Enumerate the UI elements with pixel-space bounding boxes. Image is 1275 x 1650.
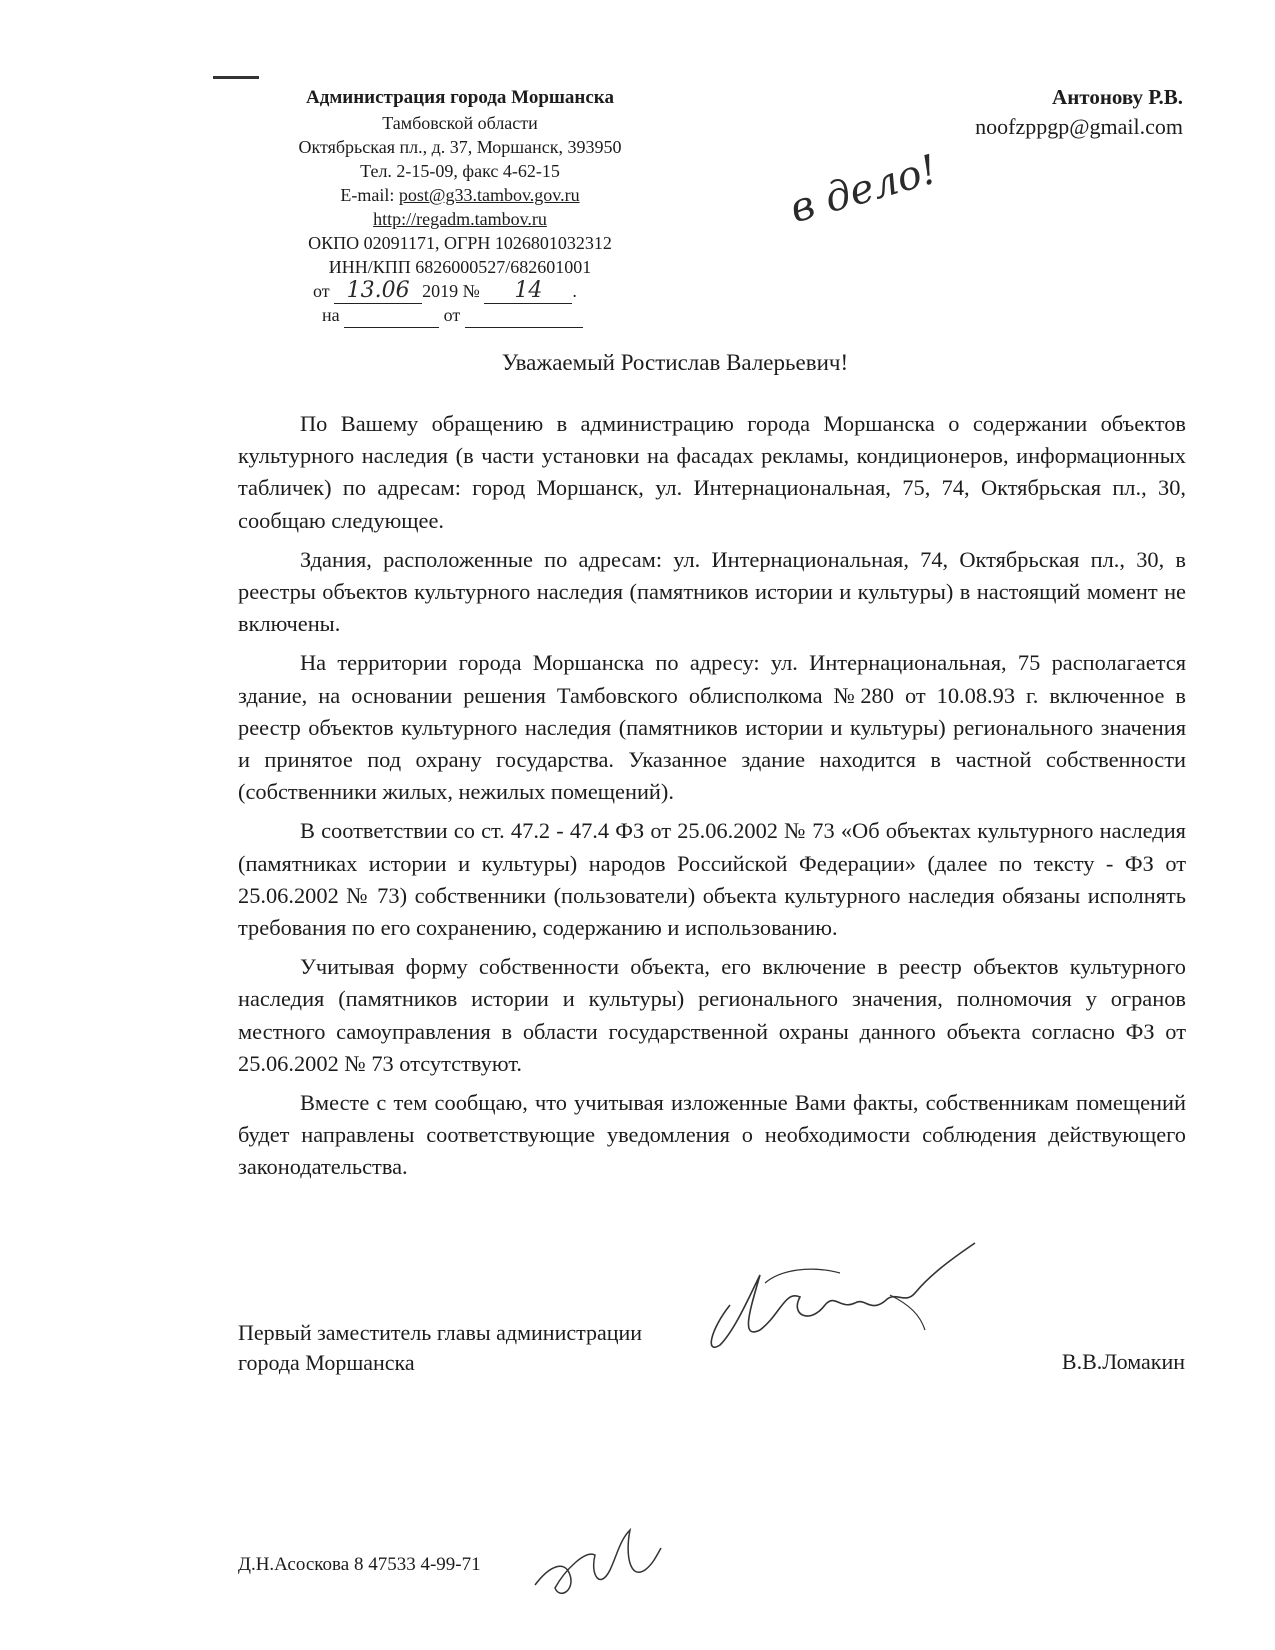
resolution-note: в дело! — [785, 146, 943, 233]
body-paragraph: Учитывая форму собственности объекта, его включение в реестр объектов культурного наследия (памятников истории и культуры) регионального значения, полномочия у огранов местного самоуправления в области государственной охраны данного объекта согласно ФЗ от 25.06.2002 № 73 отсутствуют. — [238, 954, 1186, 1076]
body-paragraph: Вместе с тем сообщаю, что учитывая изложенные Вами факты, собственникам помещений будет направлены соответствующие уведомления о необходимости соблюдения действующего законодательства. — [238, 1090, 1186, 1180]
signature-position-line2: города Моршанска — [238, 1350, 415, 1375]
sender-website-line — [255, 207, 665, 231]
body-paragraph: Здания, расположенные по адресам: ул. Интернациональная, 74, Октябрьская пл., 30, в реестры объектов культурного наследия (памятников истории и культуры) в настоящий момент не включены. — [238, 546, 1186, 637]
ref-ot-label: от — [443, 305, 461, 325]
sender-okpo-ogrn: ОКПО 02091171, ОГРН 1026801032312 — [308, 233, 612, 253]
sender-org-name: Администрация города Моршанска — [306, 87, 614, 108]
body-paragraph: В соответствии со ст. 47.2 - 47.4 ФЗ от 25.06.2002 № 73 «Об объектах культурного наследия (памятниках истории и культуры) народов Российской Федерации» (далее по тексту - ФЗ от 25.06.2002 № 73) собственники (пользователи) объекта культурного наследия обязаны исполнять требования по его сохранению, содержанию и использованию. — [238, 818, 1186, 941]
executor-signature — [525, 1510, 665, 1610]
date-field — [334, 279, 422, 304]
body-paragraph: На территории города Моршанска по адресу: ул. Интернациональная, 75 располагается здание, на основании решения Тамбовского облисполкома №280 от 10.08.93 г. включенное в реестр объектов культурного наследия (памятников истории и культуры) регионального значения и принятое под охрану государства. Указанное здание находится в частной собственности (собственники жилых, нежилых помещений). — [238, 650, 1186, 805]
sender-phone: Тел. 2-15-09, факс 4-62-15 — [360, 161, 560, 181]
sender-email-label: E-mail: — [340, 185, 399, 205]
number-handwritten: 14 — [514, 278, 543, 303]
signature-position-line1: Первый заместитель главы администрации — [238, 1320, 643, 1345]
date-year: 2019 № — [422, 281, 480, 301]
sender-email-link[interactable]: post@g33.tambov.gov.ru — [398, 185, 580, 205]
executor-contact: Д.Н.Асоскова 8 47533 4-99-71 — [238, 1554, 481, 1575]
handwritten-signature — [690, 1235, 980, 1365]
body-paragraph: По Вашему обращению в администрацию города Моршанска о содержании объектов культурного наследия (в части установки на фасадах рекламы, кондиционеров, информационных табличек) по адресам: город Моршанск, ул. Интернациональная, 75, 74, Октябрьская пл., 30, сообщаю следующее. — [238, 411, 1186, 533]
letter-body — [238, 408, 1186, 1191]
signature-position — [238, 1318, 642, 1378]
sender-email-line — [255, 183, 665, 207]
date-prefix: от — [313, 281, 330, 301]
recipient-email: noofzppgp@gmail.com — [975, 114, 1183, 139]
sender-website-link[interactable]: http://regadm.tambov.ru — [373, 209, 547, 229]
scan-mark — [213, 76, 259, 79]
ref-ot-blank — [465, 303, 583, 328]
salutation: Уважаемый Ростислав Валерьевич! — [501, 350, 849, 375]
ref-na-label: на — [322, 305, 340, 325]
sender-inn-kpp: ИНН/КПП 6826000527/682601001 — [328, 257, 592, 277]
reference-line — [322, 303, 583, 328]
number-field — [484, 279, 572, 304]
sender-region: Тамбовской области — [382, 113, 538, 133]
recipient-name: Антонову Р.В. — [1052, 85, 1183, 109]
ref-na-blank — [344, 303, 439, 328]
signatory-name: В.В.Ломакин — [1061, 1349, 1185, 1374]
date-number-line: от 13.06 2019 № 14 . — [313, 278, 577, 303]
sender-address: Октябрьская пл., д. 37, Моршанск, 393950 — [298, 137, 622, 157]
date-handwritten: 13.06 — [346, 278, 410, 303]
